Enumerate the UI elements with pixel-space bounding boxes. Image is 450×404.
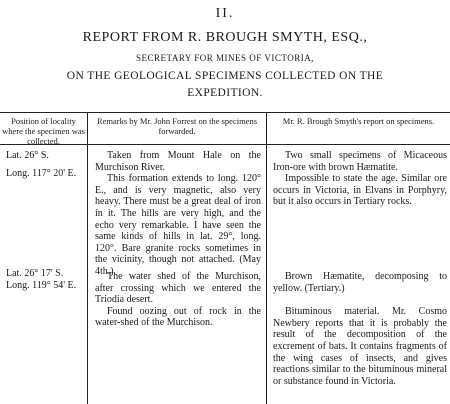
row-2-remarks [95, 271, 261, 329]
report-title: REPORT FROM R. BROUGH SMYTH, ESQ., [82, 30, 368, 45]
column-header-remarks: Remarks by Mr. John Forrest on the specimens forwarded. [96, 116, 258, 136]
row-2-longitude: Long. 119° 54' E. [6, 280, 77, 291]
row-1-latitude: Lat. 26° S. [6, 150, 49, 161]
column-header-position: Position of locality where the specimen was collected. [2, 116, 85, 146]
row-2-report [273, 271, 447, 387]
column-divider-1 [87, 112, 88, 404]
table-top-rule [0, 112, 450, 113]
row-2-remark-1: The water shed of the Murchison, after crossing which we entered the Triodia desert. [95, 271, 261, 306]
report-subtitle: SECRETARY FOR MINES OF VICTORIA, [136, 53, 314, 63]
row-1-remarks [95, 150, 261, 278]
row-1-report [273, 150, 447, 208]
row-1-remark-1: Taken from Mount Hale on the Murchison River. [95, 150, 261, 173]
row-1-longitude: Long. 117° 20' E. [6, 168, 77, 179]
row-1-report-2: Impossible to state the age. Similar ore occurs in Victoria, in Elvans in Porphyry, but it also occurs in Tertiary rocks. [273, 173, 447, 208]
row-2-report-1: Brown Hæmatite, decomposing to yellow. (Tertiary.) [273, 271, 447, 294]
row-2-latitude: Lat. 26° 17' S. [6, 268, 64, 279]
column-divider-2 [266, 112, 267, 404]
row-2-report-2: Bituminous material. Mr. Cosmo Newbery reports that it is probably the result of the decomposition of the excrement of bats. It contains fragments of the wing cases of insects, and gives reactions similar to the bituminous mineral or substance found in Victoria. [273, 306, 447, 387]
row-1-remark-2: This formation extends to long. 120° E., and is very magnetic, also very heavy. There must be a great deal of iron in it. The hills are very high, and the echo very remarkable. I have seen the same kinds of hills in lat. 29°, long. 120°. Bare granite rocks sometimes in the vicinity, though not attached. (May 4th.) [95, 173, 261, 277]
row-2-remark-2: Found oozing out of rock in the water-shed of the Murchison. [95, 305, 261, 329]
report-heading-line-2: EXPEDITION. [187, 87, 263, 99]
row-1-report-1: Two small specimens of Micaceous Iron-ore with brown Hæmatite. [273, 150, 447, 173]
section-number: II. [215, 6, 235, 21]
report-heading-line-1: ON THE GEOLOGICAL SPECIMENS COLLECTED ON THE [66, 70, 384, 82]
column-header-report: Mr. R. Brough Smyth's report on specimens. [282, 116, 435, 126]
